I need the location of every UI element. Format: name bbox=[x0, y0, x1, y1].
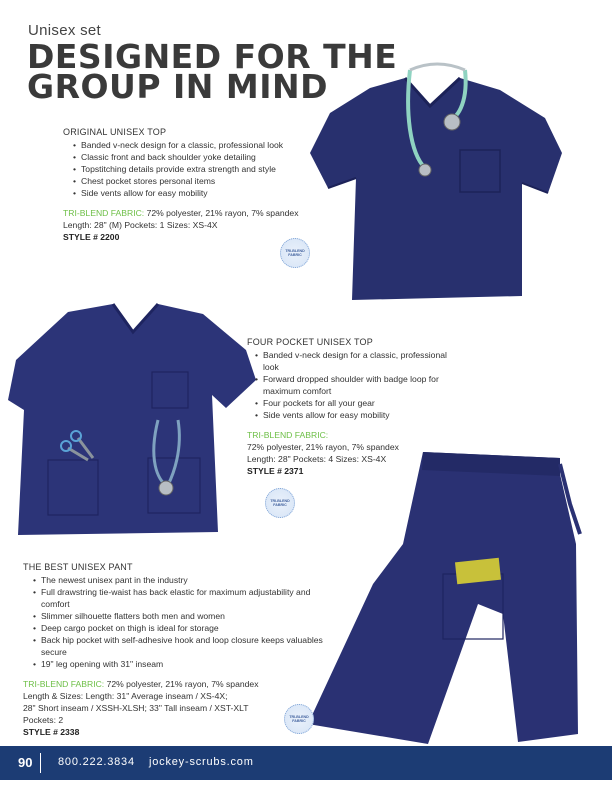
unisex-pant-image bbox=[298, 444, 583, 744]
website-link[interactable]: jockey-scrubs.com bbox=[149, 756, 254, 768]
feature-item: • Side vents allow for easy mobility bbox=[253, 409, 447, 421]
phone-number: 800.222.3834 bbox=[58, 756, 135, 768]
feature-item: • Chest pocket stores personal items bbox=[71, 175, 333, 187]
fabric-line bbox=[63, 207, 333, 219]
unisex-pant-details bbox=[23, 561, 323, 738]
feature-item: • The newest unisex pant in the industry bbox=[31, 574, 323, 586]
tri-blend-badge-icon: TRI-BLEND FABRIC bbox=[265, 488, 295, 518]
tri-blend-badge-icon: TRI-BLEND FABRIC bbox=[280, 238, 310, 268]
headline-line-2: GROUP IN MIND bbox=[27, 67, 329, 106]
feature-item: • Classic front and back shoulder yoke detailing bbox=[71, 151, 333, 163]
feature-item: • 19" leg opening with 31" inseam bbox=[31, 658, 323, 670]
feature-item: • Full drawstring tie-waist has back elastic for maximum adjustability and comfort bbox=[31, 586, 323, 610]
footer-divider bbox=[40, 753, 41, 773]
fabric-label: TRI-BLEND FABRIC: bbox=[63, 208, 145, 218]
feature-item: • Forward dropped shoulder with badge loop for maximum comfort bbox=[253, 373, 447, 397]
four-pocket-unisex-top-image bbox=[8, 300, 258, 540]
feature-item: • Topstitching details provide extra strength and style bbox=[71, 163, 333, 175]
feature-item: • Four pockets for all your gear bbox=[253, 397, 447, 409]
fabric-text: 72% polyester, 21% rayon, 7% spandex bbox=[146, 208, 299, 218]
feature-list bbox=[31, 574, 323, 670]
product-title: FOUR POCKET UNISEX TOP bbox=[247, 337, 373, 347]
fabric-line bbox=[23, 678, 323, 690]
feature-item: • Back hip pocket with self-adhesive hook and loop closure keeps valuables secure bbox=[31, 634, 323, 658]
product-specs: Pockets: 2 bbox=[23, 715, 64, 725]
headline-line-1: DESIGNED FOR THE bbox=[27, 37, 398, 76]
style-number: STYLE # 2371 bbox=[247, 466, 304, 476]
feature-list bbox=[71, 139, 333, 199]
page-footer bbox=[0, 746, 612, 780]
product-specs: 28" Short inseam / XSSH-XLSH; 33" Tall inseam / XST-XLT bbox=[23, 703, 249, 713]
feature-item: • Slimmer silhouette flatters both men and women bbox=[31, 610, 323, 622]
tri-blend-badge-icon: TRI-BLEND FABRIC bbox=[284, 704, 314, 734]
style-number: STYLE # 2200 bbox=[63, 232, 120, 242]
fabric-label: TRI-BLEND FABRIC: bbox=[23, 679, 105, 689]
product-specs: Length: 28" (M) Pockets: 1 Sizes: XS-4X bbox=[63, 220, 218, 230]
product-specs: Length: 28" Pockets: 4 Sizes: XS-4X bbox=[247, 454, 387, 464]
feature-item: • Deep cargo pocket on thigh is ideal for storage bbox=[31, 622, 323, 634]
style-number: STYLE # 2338 bbox=[23, 727, 80, 737]
fabric-text: 72% polyester, 21% rayon, 7% spandex bbox=[106, 679, 259, 689]
fabric-label: TRI-BLEND FABRIC: bbox=[247, 430, 329, 440]
feature-item: • Banded v-neck design for a classic, professional look bbox=[253, 349, 447, 373]
original-unisex-top-image bbox=[300, 58, 565, 308]
feature-item: • Banded v-neck design for a classic, professional look bbox=[71, 139, 333, 151]
product-title: THE BEST UNISEX PANT bbox=[23, 562, 133, 572]
original-unisex-top-details bbox=[63, 126, 333, 243]
page-number: 90 bbox=[18, 755, 33, 770]
feature-list bbox=[253, 349, 447, 421]
product-title: ORIGINAL UNISEX TOP bbox=[63, 127, 167, 137]
feature-item: • Side vents allow for easy mobility bbox=[71, 187, 333, 199]
fabric-text: 72% polyester, 21% rayon, 7% spandex bbox=[247, 442, 399, 452]
section-eyebrow: Unisex set bbox=[28, 22, 102, 39]
product-specs: Length & Sizes: Length: 31" Average inseam / XS-4X; bbox=[23, 691, 228, 701]
